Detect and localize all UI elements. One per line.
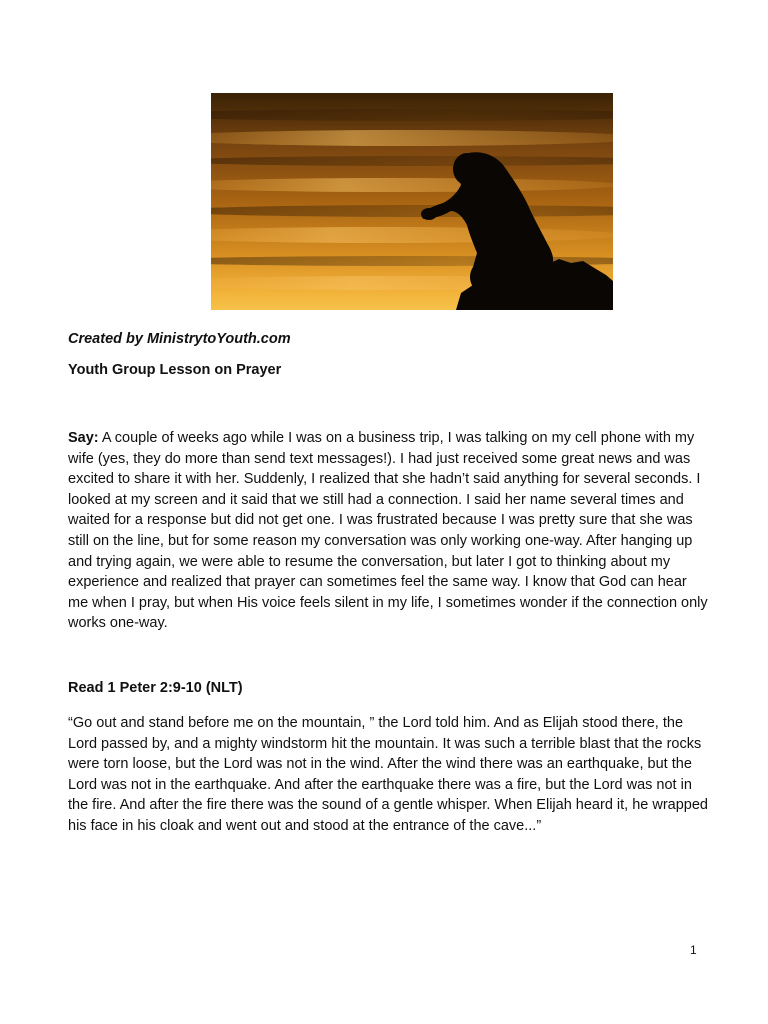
- say-label: Say:: [68, 430, 99, 446]
- page-number: 1: [690, 943, 697, 957]
- say-text: A couple of weeks ago while I was on a business trip, I was talking on my cell phone with my wife (yes, they do more than send text messages!). I had just received some great news and was excited to share it with her. Suddenly, I realized that she hadn’t said anything for several seconds. I looked at my screen and it said that we still had a connection. I said her name several times and waited for a response but did not get one. I was frustrated because I was pretty sure that she was still on the line, but for some reason my conversation was only working one-way. After hanging up and trying again, we were able to resume the conversation, but later I got to thinking about my experience and realized that prayer can sometimes feel the same way. I know that God can hear me when I pray, but when His voice feels silent in my life, I sometimes wonder if the connection only works one-way.: [68, 430, 708, 632]
- lesson-title: Youth Group Lesson on Prayer: [68, 362, 282, 378]
- hero-image-praying-silhouette: [211, 93, 613, 310]
- scripture-heading: Read 1 Peter 2:9-10 (NLT): [68, 680, 243, 696]
- scripture-quote: “Go out and stand before me on the mountain, ” the Lord told him. And as Elijah stood there, the Lord passed by, and a mighty windstorm hit the mountain. It was such a terrible blast that the rocks were torn loose, but the Lord was not in the wind. After the wind there was an earthquake, but the Lord was not in the earthquake. And after the earthquake there was a fire, but the Lord was not in the fire. And after the fire there was the sound of a gentle whisper. When Elijah heard it, he wrapped his face in his cloak and went out and stood at the entrance of the cave...”: [68, 715, 708, 834]
- credit-line: Created by MinistrytoYouth.com: [68, 331, 291, 347]
- say-paragraph: [68, 428, 708, 634]
